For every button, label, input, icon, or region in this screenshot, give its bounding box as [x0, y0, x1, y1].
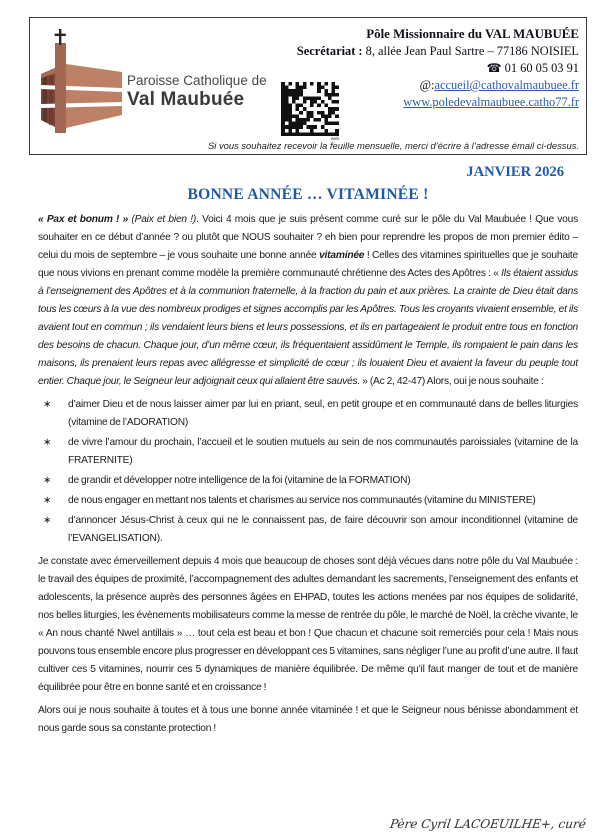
list-item: [38, 512, 578, 548]
list-item-text: d’annoncer Jésus-Christ à ceux qui ne le connaissent pas, de faire découvrir son amour inconditionnel (vitamine de l’EVANGELISATION).: [68, 515, 578, 544]
issue-date: JANVIER 2026: [466, 164, 564, 180]
secretariat-address: 8, allée Jean Paul Sartre – 77186 NOISIEL: [362, 44, 579, 58]
vitamins-list: [38, 396, 578, 548]
church-logo: [38, 28, 126, 140]
logo-line2: Val Maubuée: [127, 88, 245, 110]
phone-icon: ☎: [486, 61, 502, 75]
email-line: [297, 77, 579, 94]
page-title: BONNE ANNÉE … VITAMINÉE !: [187, 186, 429, 203]
qr-caption: web: [330, 136, 339, 141]
contact-block: [297, 26, 579, 111]
website-link[interactable]: www.poledevalmaubuee.catho77.fr: [403, 95, 579, 109]
list-item-text: de nous engager en mettant nos talents et charismes au service nos communautés (vitamine du MINISTERE): [68, 495, 536, 506]
logo-line1: Paroisse Catholique de: [127, 73, 267, 88]
intro-paragraph: « Pax et bonum ! » (Paix et bien !). Voici 4 mois que je suis présent comme curé sur le pôle du Val Maubuée ! Que vous souhaiter en ce début d’année ? ou plutôt que NOUS souhaiter ? eh bien pour reprendre les propos de mon premier édito – celui du mois de septembre – je vous souhaite une bonne année vitaminée ! Celles des vitamines spirituelles que je souhaite que nous vivions en prenant comme modèle la première communauté chrétienne des Actes des Apôtres : « Ils étaient assidus à l’enseignement des Apôtres et à la communion fraternelle, à la fraction du pain et aux prières. La crainte de Dieu était dans tous les cœurs à la vue des nombreux prodiges et signes accomplis par les Apôtres. Tous les croyants vivaient ensemble, et ils avaient tout en commun ; ils vendaient leurs biens et leurs possessions, et ils en partageaient le produit entre tous en fonction des besoins de chacun. Chaque jour, d’un même cœur, ils fréquentaient assidûment le Temple, ils rompaient le pain dans les maisons, ils prenaient leurs repas avec allégresse et simplicité de cœur ; ils louaient Dieu et avaient la faveur du peuple tout entier. Chaque jour, le Seigneur leur adjoignait ceux qui allaient être sauvés. » (Ac 2, 42-47) Alors, oui je nous souhaite :: [38, 214, 578, 387]
phone-number: 01 60 05 03 91: [501, 61, 579, 75]
phone-line: [297, 60, 579, 77]
list-item: [38, 396, 578, 432]
list-item-text: d’aimer Dieu et de nous laisser aimer par lui en priant, seul, en petit groupe et en communauté dans de belles liturgies (vitamine de l’ADORATION): [68, 399, 578, 428]
website-line: [297, 94, 579, 111]
email-prefix: @:: [419, 78, 435, 92]
closing-paragraph: Alors oui je nous souhaite à toutes et à tous une bonne année vitaminée ! et que le Seigneur nous bénisse abondamment et nous garde sous sa constante protection !: [38, 705, 578, 734]
logo-text: [127, 73, 267, 110]
article-body: [38, 211, 578, 743]
list-item: [38, 492, 578, 510]
bullet-marker: ∗: [43, 515, 52, 526]
subscription-note: Si vous souhaitez recevoir la feuille mensuelle, merci d’écrire à l’adresse émail ci-dessus.: [208, 140, 579, 151]
bullet-marker: ∗: [43, 495, 52, 506]
header-box: [29, 17, 587, 155]
bullet-marker: ∗: [43, 475, 52, 486]
list-item-text: de grandir et développer notre intelligence de la foi (vitamine de la FORMATION): [68, 475, 411, 486]
bullet-marker: ∗: [43, 399, 52, 410]
email-link[interactable]: accueil@cathovalmaubuee.fr: [434, 78, 579, 92]
secretariat-line: [297, 43, 579, 60]
list-item: [38, 472, 578, 490]
list-item: [38, 434, 578, 470]
secretariat-label: Secrétariat :: [296, 44, 363, 58]
bullet-marker: ∗: [43, 437, 52, 448]
signature: Père Cyril LACOEUILHE+, curé: [389, 817, 587, 831]
org-name: Pôle Missionnaire du VAL MAUBUÉE: [366, 27, 579, 41]
review-paragraph: Je constate avec émerveillement depuis 4 mois que beaucoup de choses sont déjà vécues dans notre pôle du Val Maubuée : le travail des équipes de proximité, l’accompagnement des adultes demandant les sacrements, l’enseignement des enfants et adolescents, la présence auprès des personnes âgées en EHPAD, toutes les actions menées par nos équipes de solidarité, nos belles liturgies, les évènements mobilisateurs comme la messe de rentrée du pôle, le marché de Noël, la crèche vivante, le « An nous chanté Nwel antillais » … tout cela est beau et bon ! Que chacun et chacune soit remerciés pour cela ! Mais nous pouvons tous ensemble encore plus progresser en développant ces 5 vitamines, sans négliger l’une au profit d’une autre. Il faut cultiver ces 5 vitamines, nourrir ces 5 dynamiques de manière équilibrée. De même qu’il faut manger de tout et de manière équilibrée pour être en bonne santé et en croissance !: [38, 556, 578, 693]
list-item-text: de vivre l’amour du prochain, l’accueil et le soutien mutuels au sein de nos communautés paroissiales (vitamine de la FRATERNITE): [68, 437, 578, 466]
